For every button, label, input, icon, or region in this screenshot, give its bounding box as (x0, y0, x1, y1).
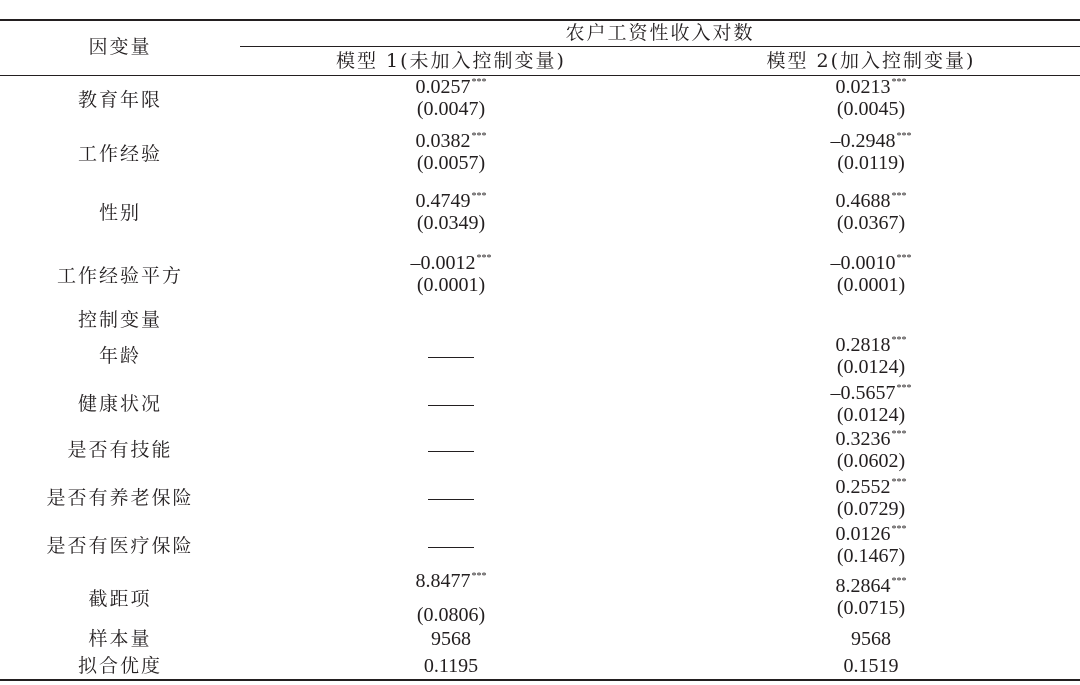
m2-medical-coef: 0.0126*** (835, 523, 907, 545)
table-group-rule (240, 46, 1080, 47)
row-label-experience: 工作经验 (77, 143, 162, 165)
row-label-pension: 是否有养老保险 (46, 487, 194, 509)
m1-experience-coef: 0.0382*** (415, 130, 487, 152)
m2-medical-se: (0.1467) (836, 545, 906, 567)
m1-pension-empty-dash (240, 487, 662, 509)
m2-pension-coef: 0.2552*** (835, 476, 907, 498)
m2-skill-coef: 0.3236*** (835, 428, 907, 450)
header-dependent-variable: 因变量 (88, 36, 152, 58)
m2-goodness-of-fit: 0.1519 (843, 655, 899, 677)
m2-skill-se: (0.0602) (836, 450, 906, 472)
m1-goodness-of-fit: 0.1195 (423, 655, 479, 677)
m1-experience-squared-coef: –0.0012*** (410, 252, 492, 274)
m2-age-se: (0.0124) (836, 356, 906, 378)
m1-health-empty-dash (240, 393, 662, 415)
row-label-age: 年龄 (98, 345, 141, 367)
m1-medical-empty-dash (240, 535, 662, 557)
m2-gender-coef: 0.4688*** (835, 190, 907, 212)
m1-experience-se: (0.0057) (416, 152, 486, 174)
m2-health-coef: –0.5657*** (830, 382, 912, 404)
header-model-2: 模型 2(加入控制变量) (766, 50, 976, 72)
row-label-goodness-of-fit: 拟合优度 (77, 655, 162, 677)
m2-experience-squared-coef: –0.0010*** (830, 252, 912, 274)
row-label-controls: 控制变量 (77, 309, 162, 331)
m2-intercept-coef: 8.2864*** (835, 575, 907, 597)
row-label-sample-size: 样本量 (88, 628, 152, 650)
table-top-rule (0, 19, 1080, 21)
m2-sample-size: 9568 (851, 628, 891, 650)
m2-gender-se: (0.0367) (836, 212, 906, 234)
table-bottom-rule (0, 679, 1080, 681)
m1-education-se: (0.0047) (416, 98, 486, 120)
m1-experience-squared-se: (0.0001) (416, 274, 486, 296)
m1-intercept-se: (0.0806) (416, 604, 486, 626)
m2-experience-coef: –0.2948*** (830, 130, 912, 152)
m2-education-se: (0.0045) (836, 98, 906, 120)
m2-experience-squared-se: (0.0001) (836, 274, 906, 296)
m1-age-empty-dash (240, 345, 662, 367)
row-label-education: 教育年限 (77, 89, 162, 111)
m2-education-coef: 0.0213*** (835, 76, 907, 98)
m2-age-coef: 0.2818*** (835, 334, 907, 356)
m1-gender-coef: 0.4749*** (415, 190, 487, 212)
row-label-health: 健康状况 (77, 393, 162, 415)
m1-education-coef: 0.0257*** (415, 76, 487, 98)
row-label-medical: 是否有医疗保险 (46, 535, 194, 557)
row-label-gender: 性别 (98, 202, 141, 224)
header-model-1: 模型 1(未加入控制变量) (336, 50, 566, 72)
m1-skill-empty-dash (240, 439, 662, 461)
header-group-label: 农户工资性收入对数 (565, 22, 755, 44)
row-label-intercept: 截距项 (88, 588, 152, 610)
m1-intercept-coef: 8.8477*** (415, 570, 487, 592)
m2-intercept-se: (0.0715) (836, 597, 906, 619)
row-label-skill: 是否有技能 (67, 439, 173, 461)
m1-sample-size: 9568 (431, 628, 471, 650)
m2-pension-se: (0.0729) (836, 498, 906, 520)
row-label-experience-squared: 工作经验平方 (56, 265, 183, 287)
m2-health-se: (0.0124) (836, 404, 906, 426)
m2-experience-se: (0.0119) (837, 152, 905, 174)
m1-gender-se: (0.0349) (416, 212, 486, 234)
